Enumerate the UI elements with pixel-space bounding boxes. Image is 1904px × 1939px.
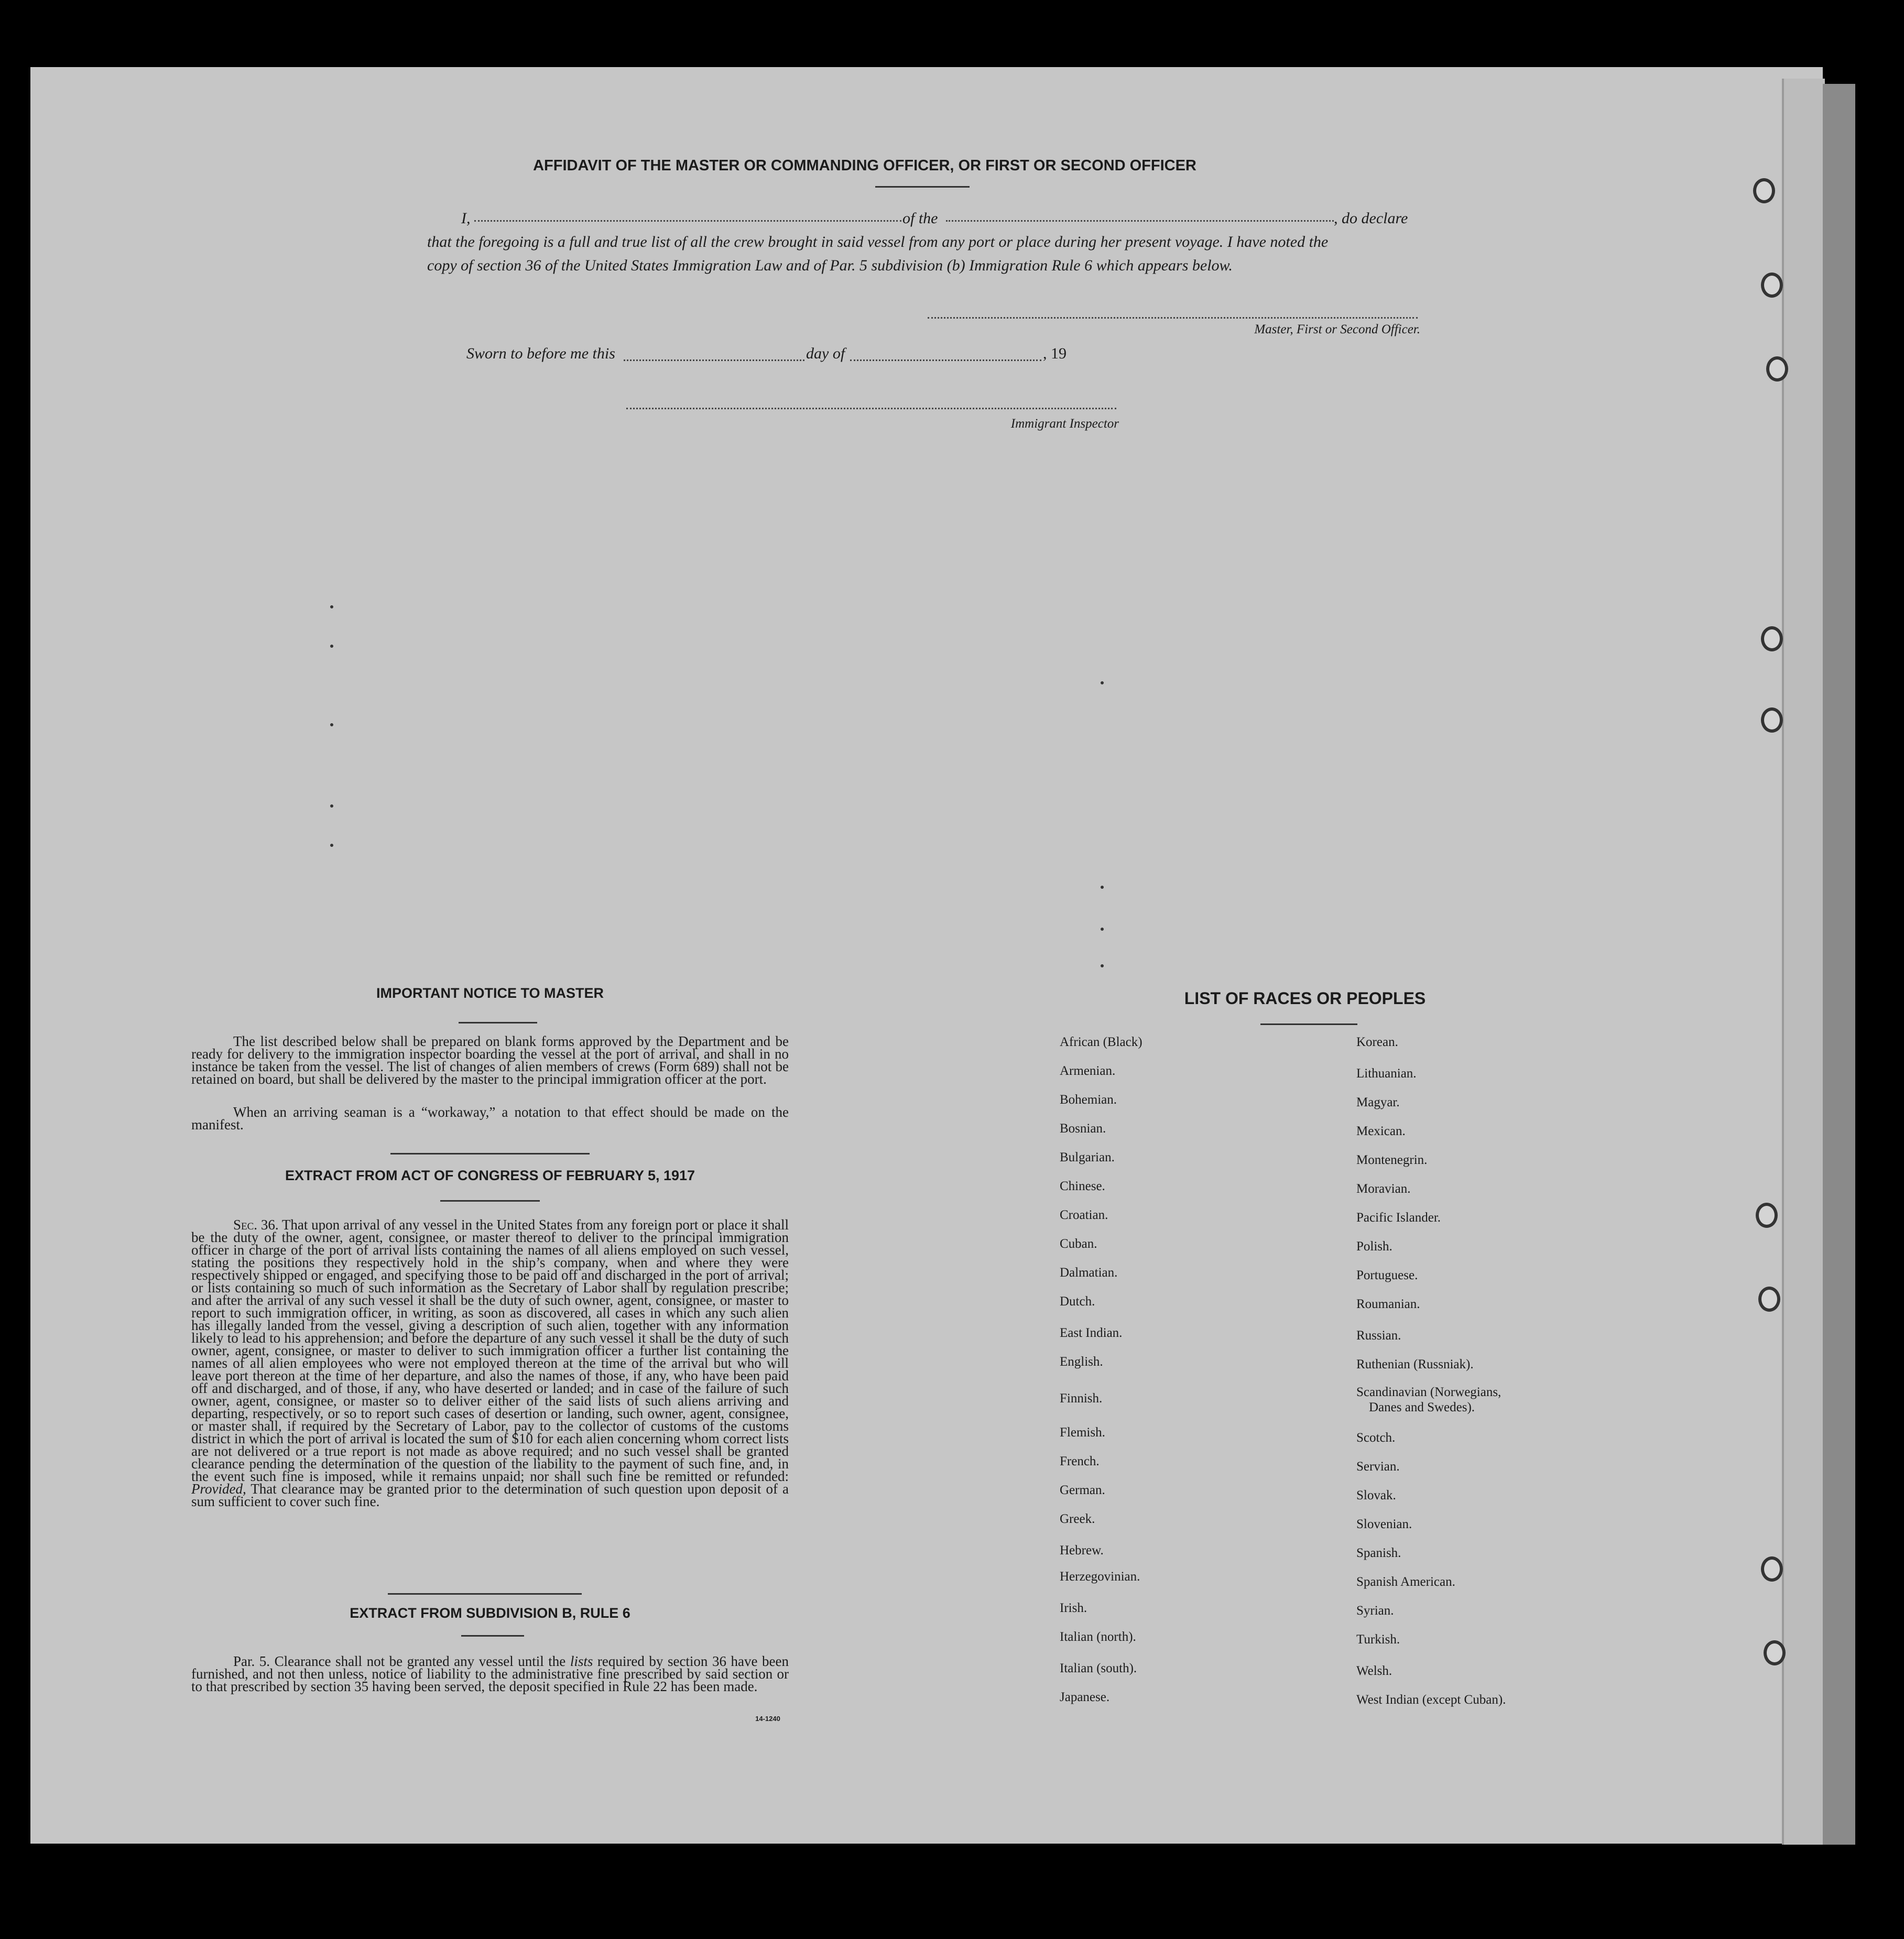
- race-item: Italian (north).: [1060, 1630, 1136, 1644]
- divider: [440, 1200, 540, 1202]
- race-item: Greek.: [1060, 1512, 1095, 1526]
- race-item: Roumanian.: [1356, 1297, 1420, 1311]
- race-item: Syrian.: [1356, 1604, 1394, 1618]
- divider: [388, 1593, 582, 1595]
- vessel-field[interactable]: [946, 220, 1334, 222]
- race-item: Portuguese.: [1356, 1268, 1418, 1282]
- binder-hole-icon: [1761, 1556, 1783, 1582]
- affidavit-title: AFFIDAVIT OF THE MASTER OR COMMANDING OFFICER, OR FIRST OR SECOND OFFICER: [533, 157, 1196, 174]
- race-item: Armenian.: [1060, 1064, 1116, 1078]
- races-title: LIST OF RACES OR PEOPLES: [1184, 989, 1426, 1008]
- of-the-label: of the: [902, 210, 938, 227]
- race-item: East Indian.: [1060, 1326, 1123, 1340]
- page-edge: [1782, 79, 1825, 1845]
- race-item: Lithuanian.: [1356, 1066, 1417, 1081]
- month-field[interactable]: [850, 360, 1041, 361]
- race-item: Polish.: [1356, 1239, 1392, 1254]
- name-field[interactable]: [474, 220, 901, 222]
- notice-title: IMPORTANT NOTICE TO MASTER: [376, 985, 604, 1001]
- race-item: Bulgarian.: [1060, 1150, 1115, 1164]
- inspector-signature-field[interactable]: [626, 408, 1116, 409]
- race-item: Irish.: [1060, 1601, 1087, 1615]
- race-item: Montenegrin.: [1356, 1153, 1428, 1167]
- divider: [390, 1153, 590, 1154]
- race-item: Turkish.: [1356, 1632, 1400, 1647]
- race-item: African (Black): [1060, 1035, 1143, 1049]
- sworn-label: Sworn to before me this: [466, 345, 615, 362]
- binder-hole-icon: [1761, 707, 1783, 733]
- rule-paragraph: [191, 1655, 789, 1693]
- notice-paragraph: When an arriving seaman is a “workaway,” a notation to that effect should be made on the manifest.: [191, 1104, 789, 1132]
- binder-hole-icon: [1761, 273, 1783, 298]
- notice-paragraph: The list described below shall be prepared on blank forms approved by the Department and be ready for delivery to the immigration inspector boarding the vessel at the port of arrival, and shall in no instance be taken from the vessel. The list of changes of alien members of crews (Form 689) shall not be retained on board, but shall be delivered by the master to the principal immigration officer at the port.: [191, 1033, 789, 1087]
- race-item: Spanish.: [1356, 1546, 1401, 1560]
- race-item: French.: [1060, 1454, 1100, 1468]
- binder-hole-icon: [1756, 1203, 1778, 1228]
- binder-hole-icon: [1761, 626, 1783, 651]
- day-of-label: day of: [806, 345, 845, 362]
- declaration-line: copy of section 36 of the United States Immigration Law and of Par. 5 subdivision (b) Immigration Rule 6 which appears below.: [427, 257, 1233, 274]
- declaration-line: that the foregoing is a full and true list of all the crew brought in said vessel from any port or place during her present voyage. I have noted the: [427, 233, 1329, 250]
- race-item: Ruthenian (Russniak).: [1356, 1357, 1474, 1371]
- race-item: Flemish.: [1060, 1425, 1105, 1440]
- race-item: German.: [1060, 1483, 1105, 1497]
- binder-edge: [1823, 84, 1855, 1845]
- race-item: Scotch.: [1356, 1431, 1396, 1445]
- race-item: Danes and Swedes).: [1369, 1400, 1475, 1414]
- race-item: Spanish American.: [1356, 1575, 1455, 1589]
- race-item: Bosnian.: [1060, 1121, 1106, 1136]
- race-item: Croatian.: [1060, 1208, 1108, 1222]
- act-section-36: [191, 1218, 789, 1585]
- race-item: Russian.: [1356, 1328, 1401, 1343]
- race-item: Slovak.: [1356, 1488, 1396, 1502]
- race-item: Slovenian.: [1356, 1517, 1412, 1531]
- race-item: Herzegovinian.: [1060, 1570, 1140, 1584]
- race-item: Korean.: [1356, 1035, 1398, 1049]
- race-item: Bohemian.: [1060, 1093, 1117, 1107]
- race-item: Pacific Islander.: [1356, 1211, 1441, 1225]
- divider: [875, 186, 970, 188]
- race-item: Cuban.: [1060, 1237, 1097, 1251]
- race-item: Japanese.: [1060, 1690, 1110, 1704]
- rule-title: EXTRACT FROM SUBDIVISION B, RULE 6: [350, 1605, 630, 1621]
- do-declare-label: , do declare: [1334, 210, 1408, 227]
- rule-body-b: required by section 36 have been furnished, and not then unless, notice of liability to the administrative fine prescribed by said section or to that prescribed by section 35 having been served, the deposit specified in Rule 22 has been made.: [191, 1653, 789, 1694]
- race-item: Italian (south).: [1060, 1661, 1137, 1675]
- year-label: , 19: [1043, 345, 1067, 362]
- section-tail: That clearance may be granted prior to the determination of such question upon deposit of a sum sufficient to cover such fine.: [191, 1481, 789, 1509]
- divider: [459, 1022, 537, 1023]
- race-item: Dalmatian.: [1060, 1266, 1118, 1280]
- day-field[interactable]: [624, 360, 804, 361]
- inspector-signature-label: Immigrant Inspector: [1010, 417, 1119, 431]
- i-label: I,: [461, 210, 471, 227]
- race-item: Servian.: [1356, 1459, 1400, 1474]
- race-item: Finnish.: [1060, 1391, 1103, 1406]
- divider: [1260, 1023, 1357, 1025]
- master-signature-field[interactable]: [928, 317, 1418, 319]
- section-label: Sec. 36.: [233, 1218, 279, 1233]
- race-item: Moravian.: [1356, 1182, 1411, 1196]
- binder-hole-icon: [1764, 1640, 1786, 1665]
- race-item: Chinese.: [1060, 1179, 1105, 1193]
- race-item: Dutch.: [1060, 1294, 1095, 1309]
- binder-hole-icon: [1758, 1287, 1780, 1312]
- binder-hole-icon: [1766, 356, 1788, 382]
- race-item: West Indian (except Cuban).: [1356, 1693, 1506, 1707]
- rule-body-a: Par. 5. Clearance shall not be granted any vessel until the: [233, 1653, 566, 1669]
- section-body: That upon arrival of any vessel in the United States from any foreign port or place it shall be the duty of the owner, agent, consignee, or master thereof to deliver to the principal immigration officer in charge of the port of arrival lists containing the names of all aliens employed on such vessel, stating the positions they respectively hold in the ship’s company, when and where they were respectively shipped or engaged, and specifying those to be paid off and discharged in the port of arrival; or lists containing so much of such information as the Secretary of Labor shall by regulation prescribe; and after the arrival of any such vessel it shall be the duty of such owner, agent, consignee, or master to report to such immigration officer, in writing, as soon as discovered, all cases in which any such alien has illegally landed from the vessel, giving a description of such alien, together with any information likely to lead to his apprehension; and before the departure of any such vessel it shall be the duty of such owner, agent, consignee, or master to deliver to such immigration officer a further list containing the names of all alien employees who were not employed thereon at the time of the arrival but who will leave port thereon at the time of her departure, and also the names of those, if any, who have been paid off and discharged, and of those, if any, who have deserted or landed; and in case of the failure of such owner, agent, consignee, or master so to deliver either of the said lists of such aliens arriving and departing, respectively, or so to report such cases of desertion or landing, such owner, agent, consignee, or master shall, if required by the Secretary of Labor, pay to the collector of customs of the customs district in which the port of arrival is located the sum of $10 for each alien concerning whom correct lists are not delivered or a true report is not made as above required; and no such vessel shall be granted clearance pending the determination of the question of the liability to the payment of such fine, and, in the event such fine is imposed, while it remains unpaid; nor shall such fine be remitted or refunded:: [191, 1218, 789, 1484]
- master-signature-label: Master, First or Second Officer.: [1254, 322, 1420, 336]
- divider: [461, 1635, 524, 1637]
- race-item: Scandinavian (Norwegians,: [1356, 1385, 1502, 1399]
- race-item: Hebrew.: [1060, 1543, 1104, 1557]
- race-item: Mexican.: [1356, 1124, 1406, 1138]
- race-item: Magyar.: [1356, 1095, 1400, 1109]
- lists-word: lists: [570, 1653, 593, 1669]
- act-title: EXTRACT FROM ACT OF CONGRESS OF FEBRUARY 5, 1917: [285, 1168, 695, 1183]
- race-item: Welsh.: [1356, 1664, 1392, 1678]
- form-number: 14-1240: [755, 1715, 780, 1723]
- binder-hole-icon: [1753, 178, 1775, 203]
- provided-label: Provided,: [191, 1481, 246, 1497]
- race-item: English.: [1060, 1355, 1103, 1369]
